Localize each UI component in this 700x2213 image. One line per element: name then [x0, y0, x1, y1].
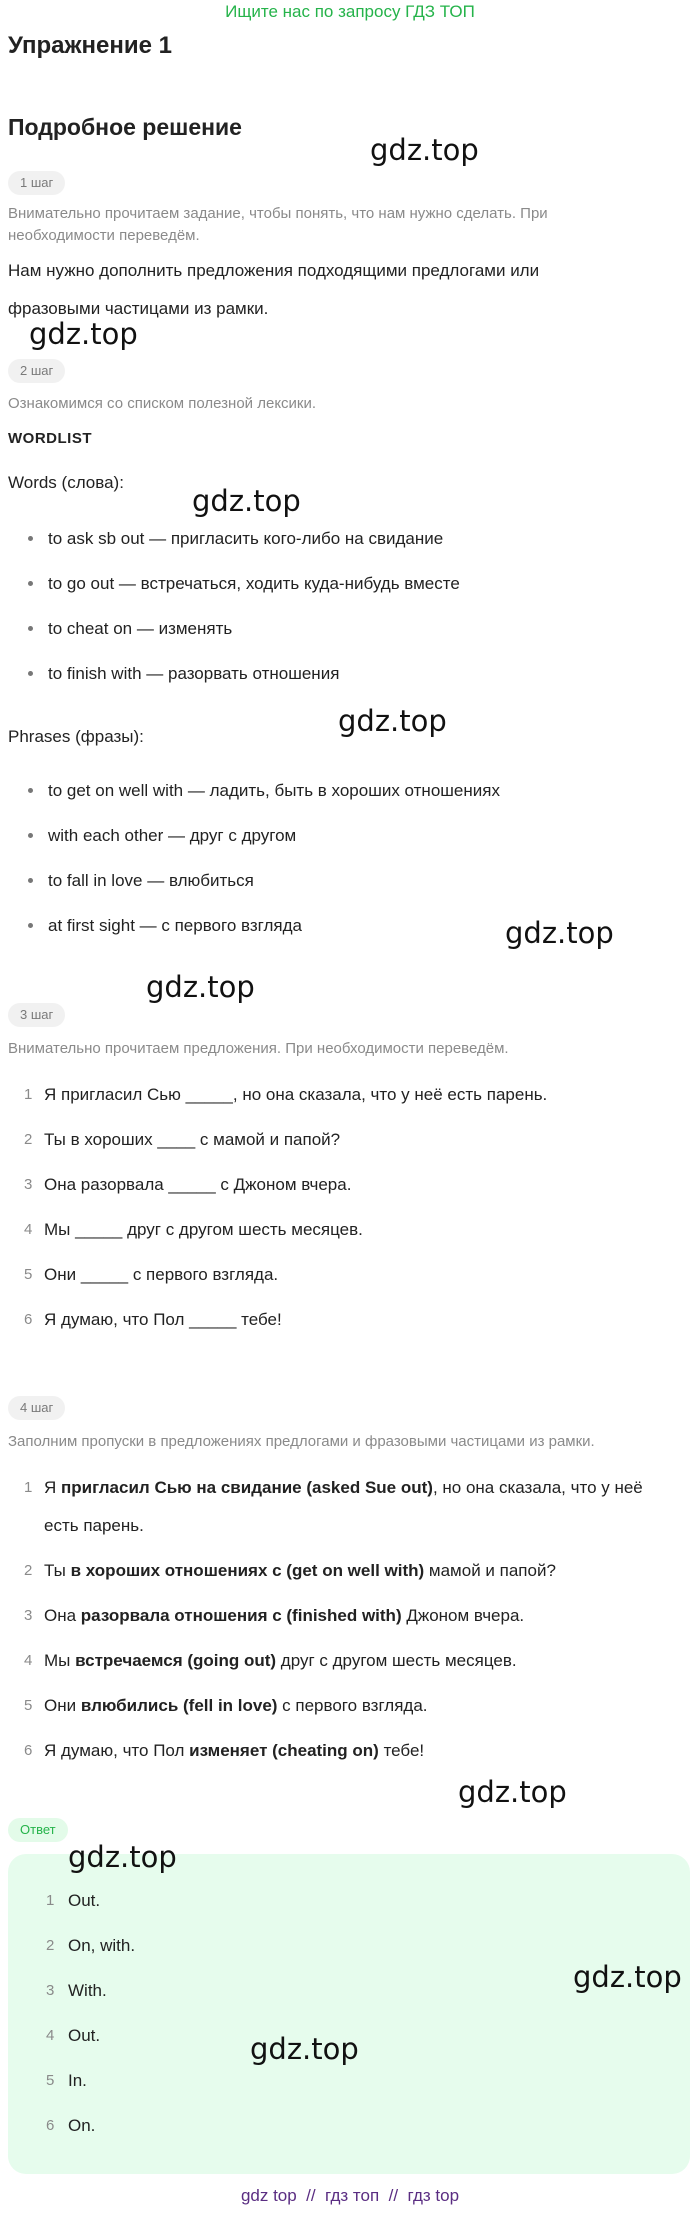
list-item: at first sight — с первого взгляда: [8, 903, 688, 948]
list-item: 4 Out.: [46, 2013, 135, 2058]
bullet-icon: [28, 626, 33, 631]
list-item: 2 On, with.: [46, 1923, 135, 1968]
list-item: 6 On.: [46, 2103, 135, 2148]
list-item: to get on well with — ладить, быть в хороших отношениях: [8, 768, 688, 813]
footer-links: gdz top // гдз топ // гдз top: [240, 2186, 460, 2205]
list-item: 6 Я думаю, что Пол _____ тебе!: [8, 1297, 688, 1342]
item-number: 4: [24, 1221, 33, 1238]
watermark: gdz.top: [370, 133, 479, 167]
phrases-heading: Phrases (фразы):: [8, 727, 144, 746]
list-item: 5 Они _____ с первого взгляда.: [8, 1252, 688, 1297]
list-item: 3 Она разорвала отношения с (finished with) Джоном вчера.: [8, 1593, 688, 1638]
watermark: gdz.top: [458, 1775, 567, 1809]
step-4-note: Заполним пропуски в предложениях предлогами и фразовыми частицами из рамки.: [8, 1433, 595, 1450]
item-number: 5: [24, 1697, 33, 1714]
wordlist-heading: WORDLIST: [8, 430, 92, 447]
bullet-icon: [28, 878, 33, 883]
watermark: gdz.top: [338, 704, 447, 738]
list-item: 5 Они влюбились (fell in love) с первого взгляда.: [8, 1683, 688, 1728]
list-item: 5 In.: [46, 2058, 135, 2103]
watermark: gdz.top: [573, 1960, 682, 1994]
list-item: to fall in love — влюбиться: [8, 858, 688, 903]
words-heading: Words (слова):: [8, 473, 124, 492]
watermark: gdz.top: [68, 1840, 177, 1874]
list-item: 1 Я пригласил Сью на свидание (asked Sue out), но она сказала, что у неё есть парень.: [8, 1466, 688, 1548]
watermark: gdz.top: [29, 317, 138, 351]
list-item: 4 Мы _____ друг с другом шесть месяцев.: [8, 1207, 688, 1252]
list-item: 2 Ты в хороших отношениях с (get on well with) мамой и папой?: [8, 1548, 688, 1593]
item-number: 4: [46, 2027, 55, 2044]
item-number: 2: [24, 1131, 33, 1148]
item-number: 3: [24, 1176, 33, 1193]
list-item: to go out — встречаться, ходить куда-нибудь вместе: [8, 561, 688, 606]
item-number: 5: [24, 1266, 33, 1283]
item-number: 3: [24, 1607, 33, 1624]
bullet-icon: [28, 788, 33, 793]
bullet-icon: [28, 581, 33, 586]
step-4-badge: 4 шаг: [8, 1396, 65, 1420]
step-1-note: Внимательно прочитаем задание, чтобы понять, что нам нужно сделать. При необходимости переведём.: [8, 205, 548, 244]
item-number: 3: [46, 1982, 55, 1999]
item-number: 5: [46, 2072, 55, 2089]
item-number: 1: [46, 1892, 55, 1909]
item-number: 1: [24, 1479, 33, 1496]
item-number: 1: [24, 1086, 33, 1103]
words-list: [8, 516, 688, 696]
bullet-icon: [28, 536, 33, 541]
item-number: 6: [46, 2117, 55, 2134]
step-1-badge: 1 шаг: [8, 171, 65, 195]
list-item: 1 Out.: [46, 1878, 135, 1923]
list-item: 6 Я думаю, что Пол изменяет (cheating on) тебе!: [8, 1728, 688, 1773]
bullet-icon: [28, 923, 33, 928]
item-number: 2: [46, 1937, 55, 1954]
list-item: 4 Мы встречаемся (going out) друг с другом шесть месяцев.: [8, 1638, 688, 1683]
list-item: 3 Она разорвала _____ с Джоном вчера.: [8, 1162, 688, 1207]
list-item: with each other — друг с другом: [8, 813, 688, 858]
watermark: gdz.top: [146, 970, 255, 1004]
step-1-text-line-2: фразовыми частицами из рамки.: [8, 299, 269, 318]
step-1-text-line-1: Нам нужно дополнить предложения подходящими предлогами или: [8, 261, 540, 280]
list-item: 1 Я пригласил Сью _____, но она сказала, что у неё есть парень.: [8, 1072, 688, 1117]
item-number: 6: [24, 1311, 33, 1328]
sentences-list: [8, 1072, 688, 1342]
bullet-icon: [28, 671, 33, 676]
step-3-badge: 3 шаг: [8, 1003, 65, 1027]
item-number: 2: [24, 1562, 33, 1579]
item-number: 6: [24, 1742, 33, 1759]
watermark: gdz.top: [505, 916, 614, 950]
bullet-icon: [28, 833, 33, 838]
step-2-badge: 2 шаг: [8, 359, 65, 383]
step-2-note: Ознакомимся со списком полезной лексики.: [8, 395, 317, 412]
answer-list: [46, 1878, 135, 2148]
top-banner: Ищите нас по запросу ГДЗ ТОП: [225, 2, 475, 21]
page-title: Упражнение 1: [8, 32, 172, 59]
step-3-note: Внимательно прочитаем предложения. При необходимости переведём.: [8, 1040, 509, 1057]
list-item: to ask sb out — пригласить кого-либо на свидание: [8, 516, 688, 561]
watermark: gdz.top: [192, 484, 301, 518]
solution-heading: Подробное решение: [8, 114, 242, 140]
item-number: 4: [24, 1652, 33, 1669]
list-item: 3 With.: [46, 1968, 135, 2013]
answer-badge: Ответ: [8, 1818, 68, 1842]
list-item: 2 Ты в хороших ____ с мамой и папой?: [8, 1117, 688, 1162]
list-item: to finish with — разорвать отношения: [8, 651, 688, 696]
filled-sentences-list: [8, 1466, 688, 1773]
watermark: gdz.top: [250, 2032, 359, 2066]
list-item: to cheat on — изменять: [8, 606, 688, 651]
answer-box: [8, 1854, 690, 2174]
